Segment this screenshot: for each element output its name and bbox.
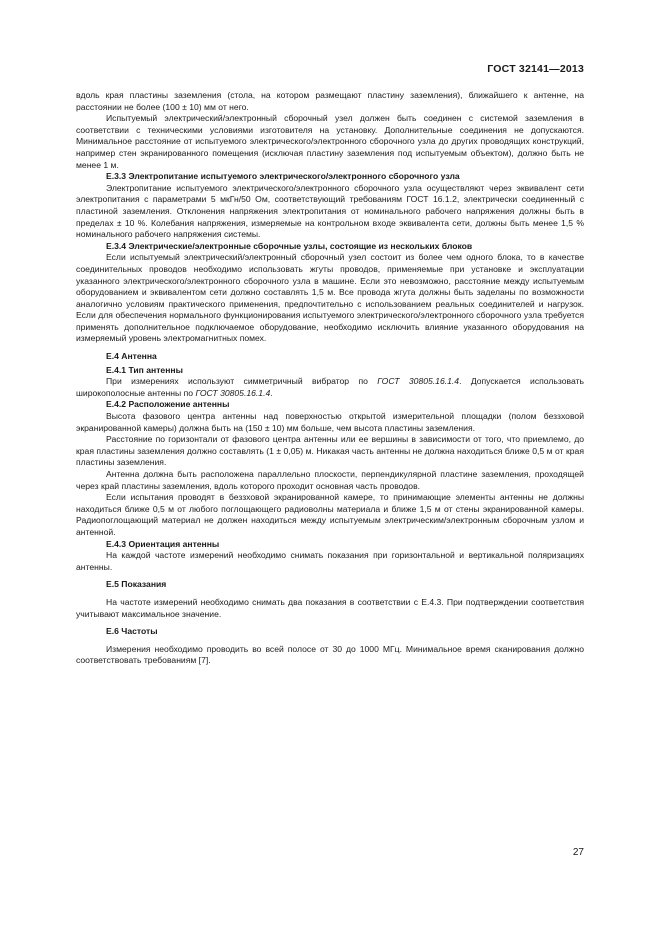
paragraph: вдоль края пластины заземления (стола, на котором размещают пластину заземления), ближайшего к антенне, на расстоянии не более (100 ± 10) мм от него. — [76, 90, 584, 112]
paragraph: Высота фазового центра антенны над поверхностью открытой измерительной площадки (полом беззховой экранированной камеры) должна быть на (150 ± 10) мм больше, чем высота пластины заземления. — [76, 411, 584, 433]
document-body — [76, 90, 584, 667]
section-heading-e4: Е.4 Антенна — [106, 351, 157, 362]
paragraph: При измерениях используют симметричный вибратор по ГОСТ 30805.16.1.4. Допускается использовать широкополосные антенны по ГОСТ 30805.16.1.4. — [76, 376, 584, 398]
section-heading-e42: Е.4.2 Расположение антенны — [106, 399, 230, 410]
standard-reference: ГОСТ 30805.16.1.4 — [377, 376, 460, 387]
paragraph: Электропитание испытуемого электрического/электронного сборочного узла осуществляют через эквивалент сети электропитания с параметрами 5 мкГн/50 Ом, соответствующий требованиям ГОСТ 16.1.2, электрически соединенный с пластиной заземления. Отклонения напряжения электропитания от номинального рабочего напряжения должны быть в пределах ± 10 %. Колебания напряжения, измеряемые на контрольном входе эквивалента сети, должны быть менее 1,5 % номинального рабочего напряжения системы. — [76, 182, 584, 240]
section-heading-e41: Е.4.1 Тип антенны — [106, 364, 183, 375]
paragraph: Измерения необходимо проводить во всей полосе от 30 до 1000 МГц. Минимальное время сканирования должно соответствовать требованиям [7]. — [76, 643, 584, 666]
page-number: 27 — [572, 847, 584, 858]
section-heading-e6: Е.6 Частоты — [106, 626, 158, 637]
section-heading-e34: Е.3.4 Электрические/электронные сборочные узлы, состоящие из нескольких блоков — [106, 240, 473, 251]
paragraph: Если испытания проводят в беззховой экранированной камере, то принимающие элементы антенны не должны находиться ближе 0,5 м от любого поглощающего радиоволны материала и ближе 1,5 м от стены экранированной камеры. Радиопоглощающий материал не должен находиться между испытуемым электрическим/электронным сборочным узлом и антенной. — [76, 492, 584, 537]
paragraph: Расстояние по горизонтали от фазового центра антенны или ее вершины в зависимости от того, что приемлемо, до края пластины заземления должно составлять (1 ± 0,05) м. Никакая часть антенны не должна находиться ближе 0,5 м от края пластины заземления. — [76, 434, 584, 468]
section-heading-e5: Е.5 Показания — [106, 579, 167, 590]
paragraph: Если испытуемый электрический/электронный сборочный узел состоит из более чем одного блока, то в качестве соединительных проводов необходимо использовать жгуты проводов, применяемые при установке и эксплуатации указанного электрического/электронного сборочного узла в машине. Если это невозможно, расстояние между испытуемым оборудованием и эквивалентом сети должно составлять 1,5 м. Все провода жгута должны быть заделаны по возможности аналогично условиям практического применения, предпочтительно с использованием реальных соединителей и нагрузок. Если для обеспечения нормального функционирования испытуемого электрического/электронного сборочного узла требуется применять дополнительное подключаемое оборудование, необходимо исключить влияние указанного оборудования на измеряемый уровень электромагнитных помех. — [76, 252, 584, 344]
paragraph: На каждой частоте измерений необходимо снимать показания при горизонтальной и вертикальной поляризациях антенны. — [76, 550, 584, 572]
standard-reference: ГОСТ 30805.16.1.4 — [195, 387, 271, 398]
section-heading-e43: Е.4.3 Ориентация антенны — [106, 538, 220, 549]
paragraph: На частоте измерений необходимо снимать два показания в соответствии с Е.4.3. При подтверждении соответствия учитывают максимальное значение. — [76, 596, 584, 619]
document-header: ГОСТ 32141—2013 — [487, 63, 584, 75]
section-heading-e33: Е.3.3 Электропитание испытуемого электрического/электронного сборочного узла — [106, 171, 460, 182]
paragraph: Антенна должна быть расположена параллельно плоскости, перпендикулярной пластине заземления, проходящей через край пластины заземления, вдоль которого проходит основная часть проводов. — [76, 469, 584, 491]
paragraph: Испытуемый электрический/электронный сборочный узел должен быть соединен с системой заземления в соответствии с техническими условиями изготовителя на установку. Дополнительные соединения не допускаются. Минимальное расстояние от испытуемого электрического/электронного сборочного узла до других проводящих конструкций, например стен экранированного помещения (исключая пластину заземления под испытуемым объектом), должно быть не менее 1 м. — [76, 113, 584, 170]
